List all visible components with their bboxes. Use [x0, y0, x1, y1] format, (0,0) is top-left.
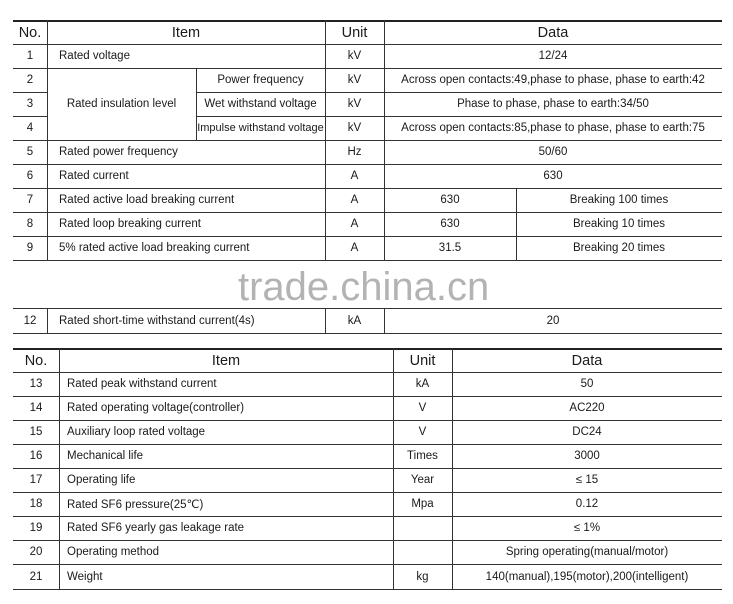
row-item: 5% rated active load breaking current	[59, 242, 250, 254]
row-item: Rated loop breaking current	[59, 218, 201, 230]
row-unit: kV	[347, 50, 362, 62]
row-data-note: Breaking 10 times	[572, 218, 666, 230]
row-unit: Year	[410, 474, 435, 486]
row-no: 12	[23, 315, 37, 327]
group-rated-insulation-level: Rated insulation level	[66, 98, 177, 110]
row-data-value: 630	[440, 218, 460, 230]
row-data: ≤ 15	[575, 474, 599, 486]
row-no: 21	[29, 570, 43, 583]
row-no: 4	[26, 122, 34, 134]
row-data: 20	[546, 315, 560, 327]
row-item: Rated operating voltage(controller)	[67, 402, 245, 414]
row-data-note: Breaking 100 times	[569, 194, 669, 206]
row-data: Across open contacts:49,phase to phase, phase to earth:42	[401, 74, 705, 86]
header-unit: Unit	[341, 25, 368, 41]
table-row	[13, 212, 722, 236]
row-item: Auxiliary loop rated voltage	[67, 426, 206, 438]
row-unit: Hz	[347, 146, 362, 158]
table-row	[13, 516, 722, 540]
row-item: Rated SF6 yearly gas leakage rate	[67, 522, 245, 534]
row-unit: A	[350, 194, 359, 206]
row-unit: kV	[347, 98, 362, 110]
table-row	[13, 564, 722, 589]
row-unit: kA	[415, 378, 430, 390]
row-unit: Mpa	[411, 498, 434, 510]
row-unit: kA	[347, 315, 362, 327]
row-item: Operating method	[67, 546, 160, 558]
row-no: 1	[26, 50, 34, 62]
row-unit: A	[350, 170, 359, 182]
table-row	[13, 188, 722, 212]
row-data: AC220	[569, 402, 605, 414]
row-item: Rated voltage	[59, 50, 130, 62]
header-no: No.	[18, 25, 42, 41]
row-unit: kg	[416, 570, 429, 583]
row-data: 0.12	[575, 498, 599, 510]
row-data: Across open contacts:85,phase to phase, phase to earth:75	[401, 122, 705, 134]
row-item: Rated peak withstand current	[67, 378, 217, 390]
row-no: 20	[29, 546, 43, 558]
row-unit: A	[350, 242, 359, 254]
row-data: 3000	[574, 450, 600, 462]
row-no: 9	[26, 242, 34, 254]
row-item: Rated active load breaking current	[59, 194, 235, 206]
spec-table-2	[13, 348, 722, 592]
row-no: 2	[26, 74, 34, 86]
row-no: 15	[29, 426, 43, 438]
row-data: DC24	[572, 426, 602, 438]
row-data: 630	[543, 170, 563, 182]
row-item: Rated SF6 pressure(25℃)	[67, 499, 204, 511]
row-unit: V	[418, 426, 427, 438]
table-row	[13, 68, 722, 92]
row-data: 12/24	[538, 50, 568, 62]
row-unit: A	[350, 218, 359, 230]
row-unit	[393, 516, 452, 540]
row-item: Rated power frequency	[59, 146, 178, 158]
table-row	[13, 92, 722, 116]
row-no: 16	[29, 450, 43, 462]
row-unit: V	[418, 402, 427, 414]
table-row	[13, 309, 722, 333]
row-no: 14	[29, 402, 43, 414]
row-subitem: Wet withstand voltage	[204, 98, 317, 110]
row-data: 140(manual),195(motor),200(intelligent)	[485, 570, 689, 583]
table-header	[13, 21, 722, 45]
table-row	[13, 468, 722, 492]
table-header	[13, 349, 722, 373]
table-row	[13, 236, 722, 260]
row-item: Weight	[67, 570, 103, 583]
row-no: 7	[26, 194, 34, 206]
table-row	[13, 164, 722, 188]
table-row	[13, 44, 722, 68]
row-data-value: 630	[440, 194, 460, 206]
row-data: 50/60	[538, 146, 568, 158]
row-divider	[13, 589, 722, 590]
row-unit	[393, 540, 452, 564]
row-no: 19	[29, 522, 43, 534]
table-row	[13, 444, 722, 468]
header-data: Data	[571, 353, 603, 369]
row-no: 5	[26, 146, 34, 158]
header-item: Item	[211, 353, 241, 369]
row-data: Spring operating(manual/motor)	[505, 546, 669, 558]
table-row	[13, 540, 722, 564]
table-row	[13, 396, 722, 420]
row-data-note: Breaking 20 times	[572, 242, 666, 254]
watermark: trade.china.cn	[238, 265, 490, 309]
row-item: Mechanical life	[67, 450, 144, 462]
header-item: Item	[171, 25, 201, 41]
row-no: 3	[26, 98, 34, 110]
row-no: 17	[29, 474, 43, 486]
row-item: Rated current	[59, 170, 129, 182]
row-unit: kV	[347, 74, 362, 86]
table-row	[13, 492, 722, 516]
row-item: Rated short-time withstand current(4s)	[59, 315, 255, 327]
row-data-value: 31.5	[438, 242, 462, 254]
table-row	[13, 372, 722, 396]
row-data: Phase to phase, phase to earth:34/50	[457, 98, 649, 110]
row-no: 8	[26, 218, 34, 230]
table-row	[13, 116, 722, 140]
row-no: 6	[26, 170, 34, 182]
table-row	[13, 420, 722, 444]
row-subitem: Power frequency	[217, 74, 304, 86]
row-data: 50	[580, 378, 594, 390]
row-unit: kV	[347, 122, 362, 134]
row-no: 18	[29, 498, 43, 510]
header-data: Data	[537, 25, 569, 41]
row-data: ≤ 1%	[573, 522, 601, 534]
row-item: Operating life	[67, 474, 136, 486]
row-unit: Times	[407, 450, 438, 462]
header-no: No.	[24, 353, 48, 369]
header-unit: Unit	[409, 353, 436, 369]
table-row	[13, 140, 722, 164]
row-subitem: Impulse withstand voltage	[197, 122, 324, 134]
row-no: 13	[29, 378, 43, 390]
row-divider	[13, 260, 722, 261]
row-divider	[13, 333, 722, 334]
